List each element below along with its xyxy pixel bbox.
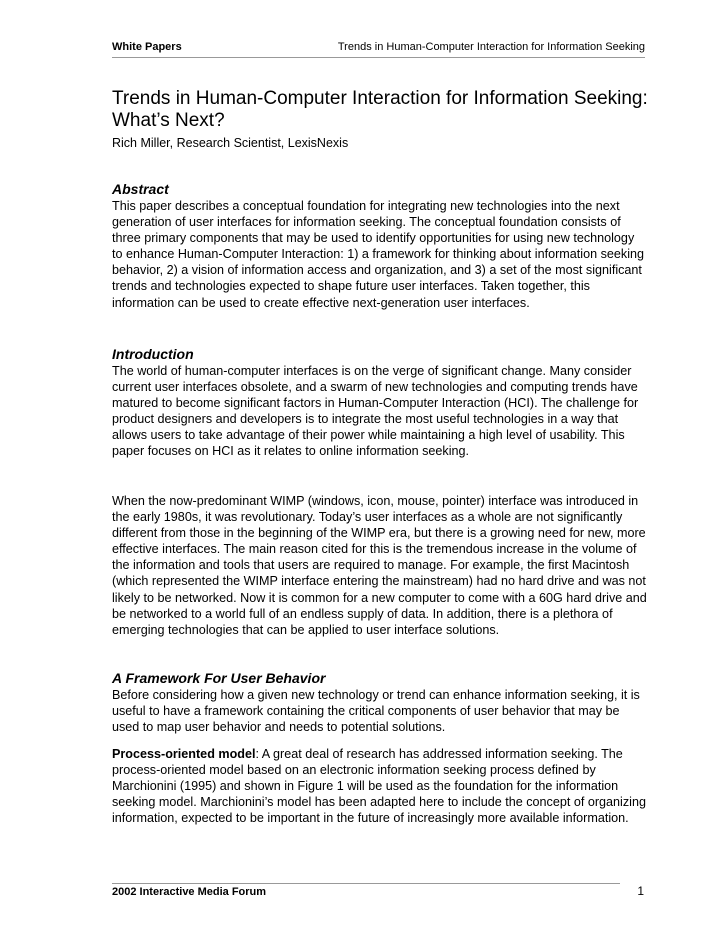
header-left: White Papers — [112, 41, 182, 53]
author-line: Rich Miller, Research Scientist, LexisNexis — [112, 136, 349, 150]
introduction-paragraph-1: The world of human-computer interfaces is on the verge of significant change. Many consider current user interfaces obsolete, and a swarm of new technologies and computing trends have matured to become significant factors in Human-Computer Interaction (HCI). The challenge for product designers and developers is to integrate the most useful technologies in a way that allows users to take advantage of their power while maintaining a high level of usability. This paper focuses on HCI as it relates to online information seeking. — [112, 364, 639, 459]
framework-paragraph-2 — [112, 746, 648, 826]
introduction-paragraph-2: When the now-predominant WIMP (windows, icon, mouse, pointer) interface was introduced in the early 1980s, it was revolutionary. Today’s user interfaces as a whole are not significantly different from those in the beginning of the WIMP era, but there is a growing need for new, more effective interfaces. The main reason cited for this is the tremendous increase in the volume of the information and tools that users are required to manage. For example, the first Macintosh (which represented the WIMP interface entering the mainstream) had no hard drive and was not likely to be networked. Now it is common for a new computer to come with a 60G hard drive and be networked to a world full of an endless supply of data. In addition, there is a plethora of emerging technologies that can be applied to user interface solutions. — [112, 494, 647, 637]
introduction-paragraph-2-block — [112, 493, 648, 638]
paper-title — [112, 88, 652, 132]
header-divider — [112, 57, 645, 58]
abstract-heading: Abstract — [112, 181, 169, 197]
footer-source: 2002 Interactive Media Forum — [112, 886, 267, 898]
page-number: 1 — [637, 884, 644, 898]
framework-paragraph-1: Before considering how a given new technology or trend can enhance information seeking, it is useful to have a framework containing the critical components of user behavior that may be used to map user behavior and needs to potential solutions. — [112, 688, 640, 735]
framework-heading: A Framework For User Behavior — [112, 670, 326, 686]
abstract-section — [112, 181, 648, 311]
process-model-block — [112, 746, 648, 826]
process-model-text: : A great deal of research has addressed information seeking. The process-oriented model based on an electronic information seeking process defined by Marchionini (1995) and shown in Figure 1 will be used as the foundation for the information seeking model. Marchionini’s model has been adapted here to include the concept of organizing information, expected to be important in the future of increasingly more available information. — [112, 747, 646, 826]
abstract-text: This paper describes a conceptual foundation for integrating new technologies into the next generation of user interfaces for information seeking. The conceptual foundation consists of three primary components that may be used to identify opportunities for using new technology to enhance Human-Computer Interaction: 1) a framework for thinking about information seeking behavior, 2) a vision of information access and organization, and 3) a set of the most significant trends and technologies expected to shape future user interfaces. Taken together, this information can be used to create effective next-generation user interfaces. — [112, 199, 645, 310]
introduction-section — [112, 346, 648, 460]
framework-section — [112, 670, 648, 735]
introduction-heading: Introduction — [112, 346, 194, 362]
running-header — [112, 41, 645, 57]
footer-divider — [112, 883, 620, 884]
title-line-2: What’s Next? — [112, 110, 225, 131]
title-line-1: Trends in Human-Computer Interaction for Information Seeking: — [112, 88, 648, 109]
header-right: Trends in Human-Computer Interaction for Information Seeking — [337, 41, 645, 53]
process-model-term: Process-oriented model — [112, 747, 256, 761]
